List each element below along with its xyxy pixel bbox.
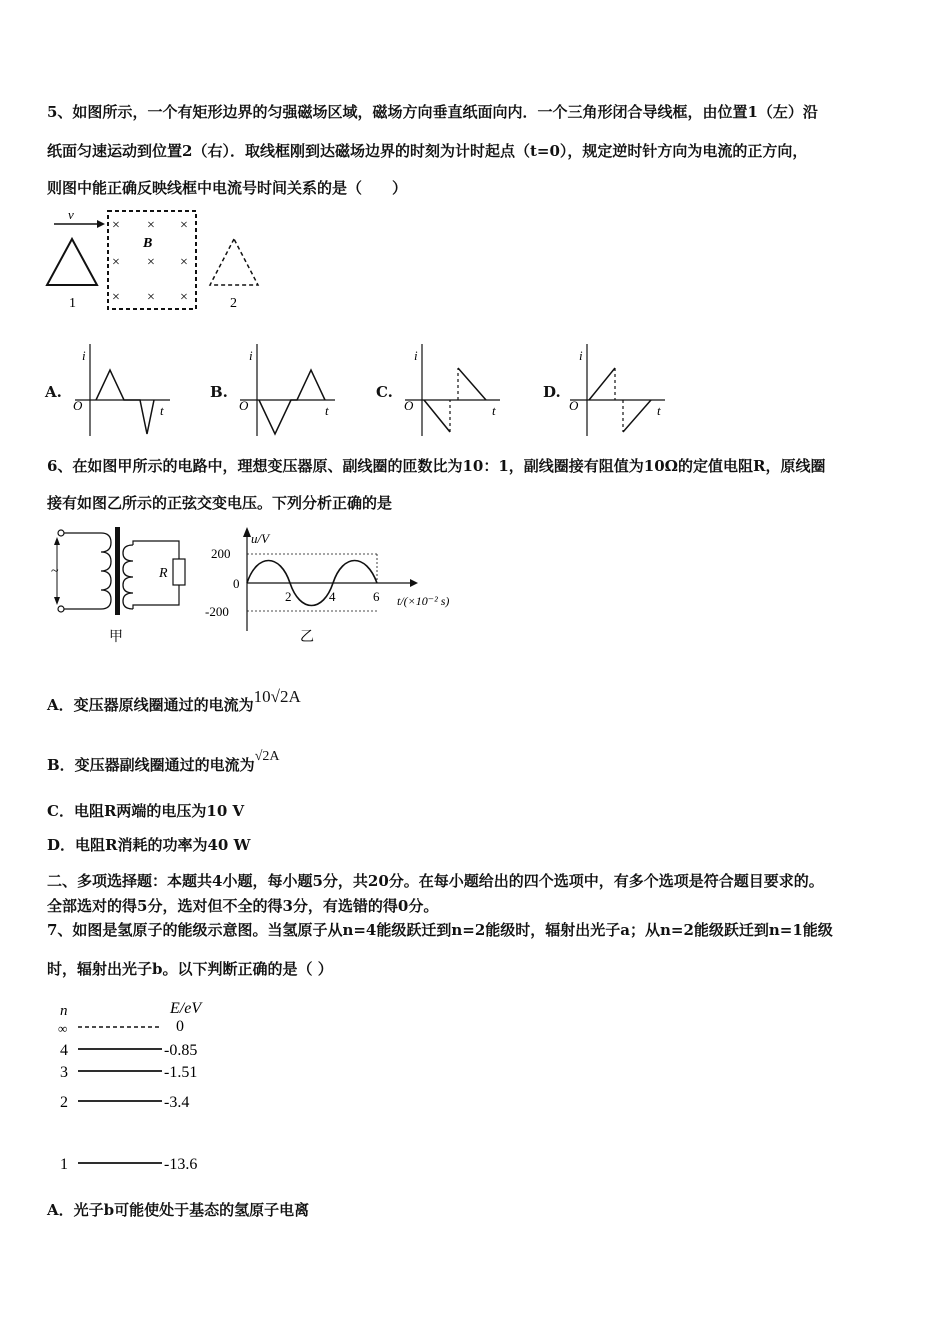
svg-text:1: 1 bbox=[60, 1156, 68, 1173]
q5-line-1: 5、如图所示，一个有矩形边界的匀强磁场区域，磁场方向垂直纸面向内．一个三角形闭合导线框，由位置1（左）沿 bbox=[47, 103, 818, 121]
svg-text:-0.85: -0.85 bbox=[164, 1042, 198, 1059]
position-1-label: 1 bbox=[69, 296, 76, 311]
q6-option-c: C．电阻R两端的电压为10 V bbox=[47, 802, 245, 820]
q6-option-d: D．电阻R消耗的功率为40 W bbox=[47, 836, 251, 854]
q5-figure-field bbox=[40, 205, 280, 315]
triangle-position-1 bbox=[47, 239, 97, 285]
q6-line-2: 接有如图乙所示的正弦交变电压。下列分析正确的是 bbox=[47, 494, 393, 512]
svg-text:n: n bbox=[60, 1003, 68, 1019]
q6-circuit-figure bbox=[45, 523, 195, 648]
triangle-position-2 bbox=[210, 239, 258, 285]
q6-line-1: 6、在如图甲所示的电路中，理想变压器原、副线圈的匝数比为10：1，副线圈接有阻值为10Ω的定值电阻R，原线圈 bbox=[47, 457, 826, 475]
q5-option-a-graph bbox=[70, 342, 180, 438]
svg-text:200: 200 bbox=[211, 546, 231, 561]
svg-text:t: t bbox=[492, 403, 496, 418]
field-mark: × bbox=[180, 255, 188, 270]
q5-option-d-label: D. bbox=[543, 383, 561, 401]
svg-text:-3.4: -3.4 bbox=[164, 1094, 190, 1111]
svg-text:3: 3 bbox=[60, 1064, 68, 1081]
primary-coil bbox=[101, 533, 111, 609]
resistor-label: R bbox=[159, 566, 168, 581]
field-mark: × bbox=[147, 290, 155, 305]
svg-text:-13.6: -13.6 bbox=[164, 1156, 198, 1173]
q5-line-2: 纸面匀速运动到位置2（右）．取线框刚到达磁场边界的时刻为计时起点（t=0），规定逆时针方向为电流的正方向， bbox=[47, 142, 808, 160]
q7-energy-level-diagram bbox=[50, 995, 230, 1175]
q5-option-b-graph bbox=[235, 342, 345, 438]
field-mark: × bbox=[112, 255, 120, 270]
q5-option-d-graph bbox=[565, 342, 675, 438]
figure-jia-label: 甲 bbox=[109, 630, 123, 645]
svg-text:0: 0 bbox=[176, 1018, 184, 1035]
q5-option-a-label: A. bbox=[45, 383, 62, 401]
velocity-label: v bbox=[68, 207, 74, 222]
field-mark: × bbox=[147, 218, 155, 233]
svg-text:i: i bbox=[249, 348, 253, 363]
svg-text:i: i bbox=[579, 348, 583, 363]
svg-text:6: 6 bbox=[373, 589, 380, 604]
svg-text:t/(×10⁻² s): t/(×10⁻² s) bbox=[397, 594, 450, 608]
svg-text:t: t bbox=[160, 403, 164, 418]
field-mark: × bbox=[180, 218, 188, 233]
svg-text:i: i bbox=[414, 348, 418, 363]
q6-voltage-graph bbox=[205, 523, 480, 648]
svg-text:0: 0 bbox=[233, 576, 240, 591]
svg-text:O: O bbox=[239, 398, 249, 413]
field-mark: × bbox=[147, 255, 155, 270]
field-mark: × bbox=[180, 290, 188, 305]
q5-option-c-label: C. bbox=[376, 383, 393, 401]
q5-option-b-label: B. bbox=[210, 383, 228, 401]
svg-text:-1.51: -1.51 bbox=[164, 1064, 198, 1081]
ac-source-symbol: ~ bbox=[51, 564, 59, 579]
field-B-label: B bbox=[143, 236, 153, 251]
secondary-coil bbox=[123, 545, 133, 609]
q7-line-2: 时，辐射出光子b。以下判断正确的是（ ） bbox=[47, 960, 333, 978]
svg-text:2: 2 bbox=[285, 589, 292, 604]
svg-text:∞: ∞ bbox=[58, 1021, 68, 1036]
svg-text:E/eV: E/eV bbox=[170, 1000, 202, 1017]
q5-line-3: 则图中能正确反映线框中电流号时间关系的是（ ） bbox=[47, 179, 408, 197]
q5-option-c-graph bbox=[400, 342, 510, 438]
svg-text:t: t bbox=[657, 403, 661, 418]
svg-text:u/V: u/V bbox=[251, 531, 270, 546]
velocity-arrowhead bbox=[97, 220, 105, 228]
svg-text:O: O bbox=[569, 398, 579, 413]
svg-text:t: t bbox=[325, 403, 329, 418]
svg-text:i: i bbox=[82, 348, 86, 363]
field-mark: × bbox=[112, 290, 120, 305]
q6-option-a: A．变压器原线圈通过的电流为10√2A bbox=[47, 687, 301, 714]
svg-text:4: 4 bbox=[329, 589, 336, 604]
svg-text:-200: -200 bbox=[205, 604, 229, 619]
field-mark: × bbox=[112, 218, 120, 233]
resistor-R bbox=[173, 559, 185, 585]
q7-option-a: A．光子b可能使处于基态的氢原子电离 bbox=[47, 1201, 310, 1219]
svg-text:O: O bbox=[404, 398, 414, 413]
section2-line-2: 全部选对的得5分，选对但不全的得3分，有选错的得0分。 bbox=[47, 897, 439, 915]
q7-line-1: 7、如图是氢原子的能级示意图。当氢原子从n=4能级跃迁到n=2能级时，辐射出光子a；从n=2能级跃迁到n=1能级 bbox=[47, 921, 833, 939]
svg-text:O: O bbox=[73, 398, 83, 413]
figure-yi-label: 乙 bbox=[300, 630, 314, 645]
transformer-core bbox=[115, 527, 120, 615]
section2-line-1: 二、多项选择题：本题共4小题，每小题5分，共20分。在每小题给出的四个选项中，有多个选项是符合题目要求的。 bbox=[47, 872, 824, 890]
svg-text:4: 4 bbox=[60, 1042, 68, 1059]
svg-text:2: 2 bbox=[60, 1094, 68, 1111]
q6-option-b: B．变压器副线圈通过的电流为√2A bbox=[47, 749, 280, 774]
position-2-label: 2 bbox=[230, 296, 237, 311]
